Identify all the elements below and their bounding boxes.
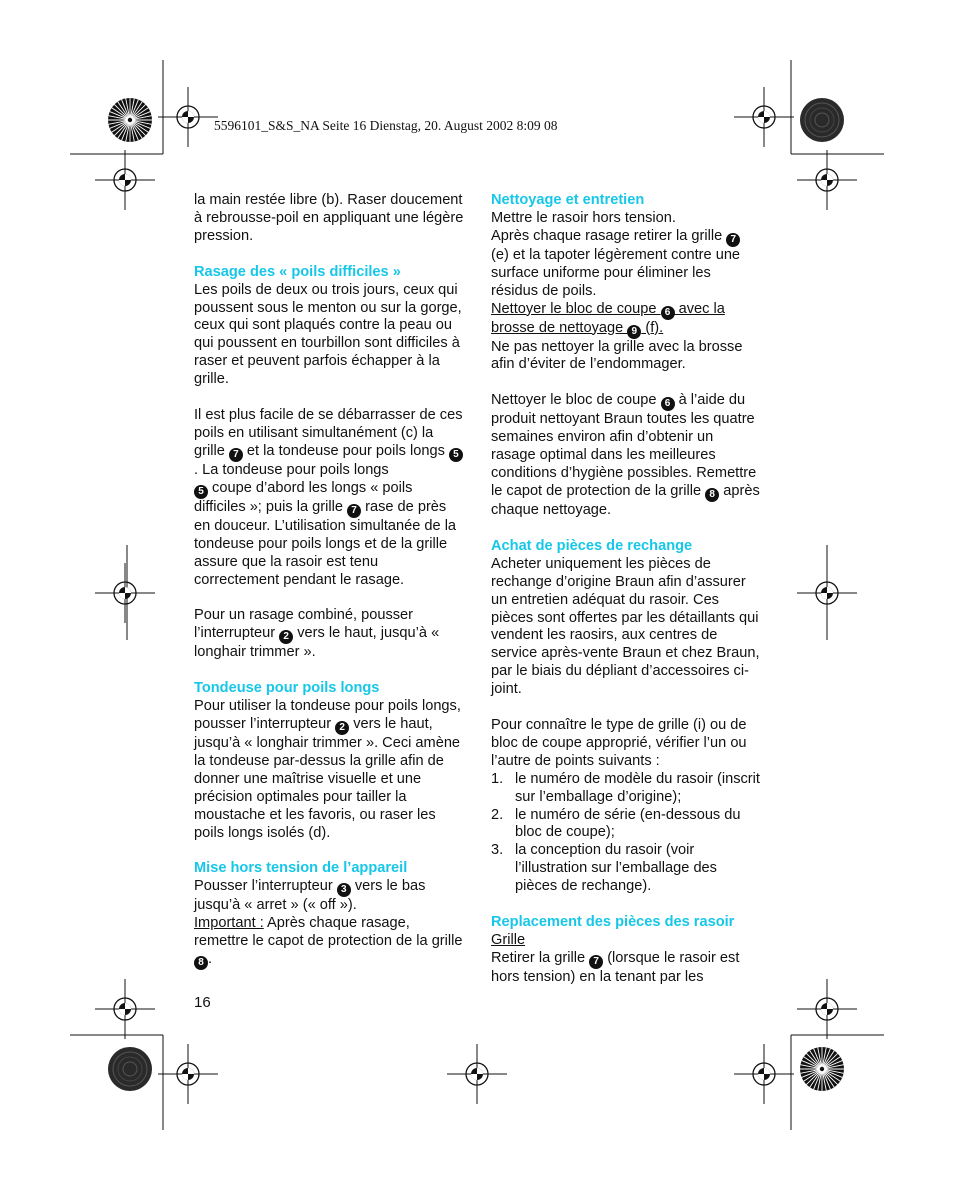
paragraph: Retirer la grille 7 (lorsque le rasoir est hors tension) en la tenant par les: [491, 949, 740, 985]
number-badge-3: 3: [337, 883, 351, 897]
paragraph: Ne pas nettoyer la grille avec la brosse afin d’éviter de l’endommager.: [491, 338, 743, 373]
heading-switch-off: Mise hors tension de l’appareil: [194, 860, 408, 877]
heading-long-hair-trimmer: Tondeuse pour poils longs: [194, 680, 380, 697]
number-badge-5: 5: [194, 485, 208, 499]
paragraph: Mettre le rasoir hors tension.: [491, 209, 676, 226]
heading-replacement: Replacement des pièces des rasoir: [491, 914, 735, 931]
paragraph: Les poils de deux ou trois jours, ceux qui poussent sous le menton ou sur la gorge, ceux qui sont plaqués contre la peau ou qui poussent en tourbillon sont difficiles à raser et peuvent parfois échapper à la grille.: [194, 281, 462, 388]
paragraph: Après chaque rasage retirer la grille 7 (e) et la tapoter légèrement contre une surface uniforme pour éliminer les résidus de poils.: [491, 227, 741, 299]
number-badge-5: 5: [449, 448, 463, 462]
paragraph: Il est plus facile de se débarrasser de ces poils en utilisant simultanément (c) la grille 7 et la tondeuse pour poils longs 5. La tondeuse pour poils longs 5 coupe d’abord les longs « poils difficiles »; puis la grille 7 rase de près en douceur. L’utilisation simultanée de la tondeuse pour poils longs et de la grille assure que la rasoir est tenu correctement pendant le rasage.: [194, 407, 463, 588]
number-badge-7: 7: [347, 504, 361, 518]
print-slug: 5596101_S&S_NA Seite 16 Dienstag, 20. August 2002 8:09 08: [214, 118, 558, 133]
checklist: [491, 771, 761, 896]
subheading-foil: Grille: [491, 932, 526, 948]
paragraph: Nettoyer le bloc de coupe 6 à l’aide du produit nettoyant Braun toutes les quatre semaines environ afin d’obtenir un rasage optimal dans les meilleures conditions d’hygiène possibles. Remettre le capot de protection de la grille 8 après chaque nettoyage.: [491, 392, 760, 518]
number-badge-7: 7: [726, 233, 740, 247]
number-badge-6: 6: [661, 397, 675, 411]
list-item: 1. le numéro de modèle du rasoir (inscrit sur l’emballage d’origine);: [491, 770, 760, 805]
list-item: 3. la conception du rasoir (voir l’illustration sur l’emballage des pièces de rechange).: [491, 842, 717, 895]
paragraph: Pour utiliser la tondeuse pour poils longs, pousser l’interrupteur 2 vers le haut, jusqu’à « longhair trimmer ». Ceci amène la tondeuse par-dessus la grille afin de donner une maîtrise visuelle et une précision optimales pour tailler la moustache et les favoris, ou raser les poils longs isolés (d).: [194, 698, 461, 841]
right-column: [491, 192, 761, 987]
heading-spare-parts: Achat de pièces de rechange: [491, 537, 693, 554]
number-badge-8: 8: [705, 488, 719, 502]
number-badge-8: 8: [194, 956, 208, 970]
paragraph: Pour connaître le type de grille (i) ou de bloc de coupe approprié, vérifier l’un ou l’autre de points suivants :: [491, 717, 747, 769]
heading-difficult-hairs: Rasage des « poils difficiles »: [194, 263, 401, 280]
heading-cleaning: Nettoyage et entretien: [491, 192, 645, 208]
paragraph: Pour un rasage combiné, pousser l’interrupteur 2 vers le haut, jusqu’à « longhair trimmer ».: [194, 607, 440, 661]
paragraph: la main restée libre (b). Raser doucement à rebrousse-poil en appliquant une légère pression.: [194, 192, 464, 244]
number-badge-7: 7: [229, 448, 243, 462]
paragraph: Nettoyer le bloc de coupe 6 avec la brosse de nettoyage 9 (f).: [491, 300, 725, 337]
number-badge-7: 7: [589, 955, 603, 969]
number-badge-9: 9: [627, 325, 641, 339]
page-number: 16: [194, 994, 211, 1011]
paragraph: Acheter uniquement les pièces de rechange d’origine Braun afin d’assurer un entretien adéquat du rasoir. Ces pièces sont offertes par les détaillants qui vendent les raosirs, aux centres de service après-vente Braun et chez Braun, par le biais du dépliant d’accessoires ci-joint.: [491, 555, 760, 698]
number-badge-2: 2: [279, 630, 293, 644]
number-badge-2: 2: [335, 721, 349, 735]
paragraph: Pousser l’interrupteur 3 vers le bas jusqu’à « arret » (« off »). Important : Après chaque rasage, remettre le capot de protection de la grille 8 .: [194, 878, 463, 969]
number-badge-6: 6: [661, 306, 675, 320]
list-item: 2. le numéro de série (en-dessous du bloc de coupe);: [491, 806, 741, 841]
left-column: [194, 192, 464, 970]
